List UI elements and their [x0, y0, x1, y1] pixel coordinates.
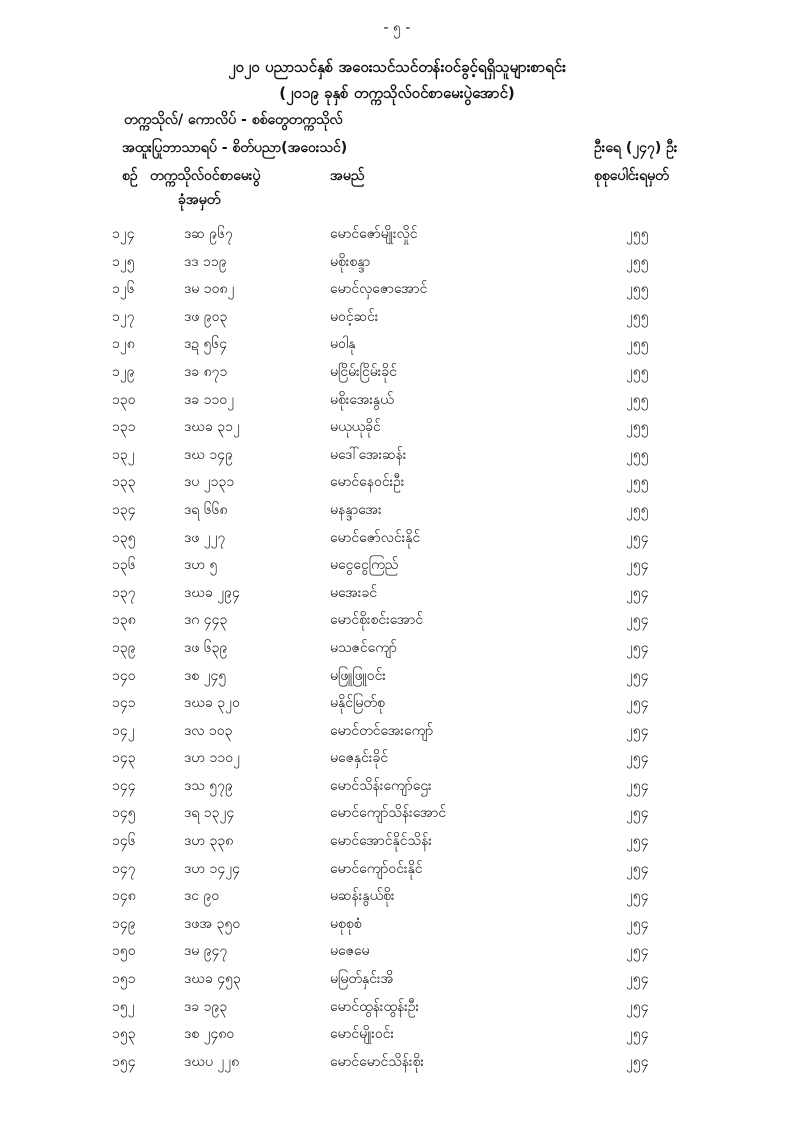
row-number: ၁၂၇: [112, 308, 135, 325]
row-number: ၁၃၄: [112, 501, 136, 518]
total-marks: ၂၅၅: [626, 363, 649, 380]
student-name: မဒေါ်အေးဆန်း: [330, 446, 407, 463]
row-number: ၁၄၈: [112, 888, 136, 905]
roll-number: ဒဖအ ၃၅၀: [184, 915, 241, 932]
table-row: [0, 220, 794, 248]
student-name: မောင်မျိုးဝင်း: [330, 1026, 395, 1043]
row-number: ၁၂၆: [112, 281, 135, 298]
row-number: ၁၂၅: [112, 253, 135, 270]
table-row: [0, 606, 794, 634]
roll-number: ဒဃခ ၃၁၂: [184, 419, 240, 436]
student-name: မောင်ဇော်လင်းနိုင်: [330, 529, 421, 546]
student-name: မငြိမ်းငြိမ်းခိုင်: [330, 363, 397, 380]
table-row: [0, 855, 794, 883]
table-row: [0, 717, 794, 745]
row-number: ၁၂၉: [112, 363, 135, 380]
column-header-marks: စုစုပေါင်းရမှတ်: [594, 168, 669, 184]
major-label: အထူးပြုဘာသာရပ် - စိတ်ပညာ(အဝေးသင်): [122, 140, 348, 156]
row-number: ၁၃၀: [112, 391, 136, 408]
total-marks: ၂၅၅: [626, 391, 649, 408]
table-row: [0, 468, 794, 496]
student-name: မဝင့်ဆင်း: [330, 308, 379, 325]
table-row: [0, 772, 794, 800]
total-marks: ၂၅၄: [626, 1053, 649, 1070]
total-marks: ၂၅၄: [626, 750, 649, 767]
row-number: ၁၄၄: [112, 777, 136, 794]
table-row: [0, 993, 794, 1021]
student-name: မဖြူဖြူဝင်း: [330, 667, 386, 684]
total-marks: ၂၅၄: [626, 722, 649, 739]
student-name: မောင်အောင်နိုင်သိန်း: [330, 833, 432, 850]
table-row: [0, 524, 794, 552]
student-list: [0, 220, 794, 1075]
roll-number: ဒခ ၈၇၁: [184, 363, 228, 380]
student-name: မောင်မောင်သိန်းစိုး: [330, 1053, 425, 1070]
student-name: မသဇင်ကျော်: [330, 639, 397, 656]
roll-number: ဒင ၉၀: [184, 888, 220, 905]
student-name: မောင်လှဇောအောင်: [330, 281, 428, 298]
roll-number: ဒဆ ၉၆၇: [184, 226, 233, 242]
roll-number: ဒမ ၉၄၇: [184, 943, 228, 960]
row-number: ၁၄၂: [112, 722, 135, 739]
roll-number: ဒဒ ၁၁၉: [184, 253, 227, 270]
row-number: ၁၂၄: [112, 226, 135, 242]
student-name: မအေးခင်: [330, 584, 378, 601]
student-name: မောင်နေဝင်းဦး: [330, 474, 405, 491]
roll-number: ဒဂ ၄၄၃: [184, 612, 228, 629]
total-marks: ၂၅၄: [626, 943, 649, 960]
student-name: မနန္ဒာအေး: [330, 501, 382, 518]
total-marks: ၂၅၄: [626, 557, 649, 574]
university-label: တက္ကသိုလ်/ ကောလိပ် - စစ်တွေတက္ကသိုလ်: [124, 112, 343, 128]
column-header-no: စဉ်: [122, 168, 138, 184]
total-marks: ၂၅၄: [626, 529, 649, 546]
table-row: [0, 882, 794, 910]
row-number: ၁၄၅: [112, 805, 136, 822]
row-number: ၁၅၃: [112, 1026, 136, 1043]
table-row: [0, 1048, 794, 1076]
row-number: ၁၄၁: [112, 695, 136, 712]
student-name: မဆန်းနွယ်စိုး: [330, 888, 395, 905]
total-marks: ၂၅၅: [626, 253, 649, 270]
total-marks: ၂၅၅: [626, 419, 649, 436]
row-number: ၁၄၀: [112, 667, 136, 684]
row-number: ၁၃၃: [112, 474, 136, 491]
row-number: ၁၄၃: [112, 750, 136, 767]
student-name: မောင်ကျော်ဝင်းနိုင်: [330, 860, 423, 877]
table-row: [0, 744, 794, 772]
table-row: [0, 634, 794, 662]
roll-number: ဒဖ ၉၀၃: [184, 308, 228, 325]
table-row: [0, 303, 794, 331]
student-name: မမြတ်နှင်းအိ: [330, 971, 394, 988]
total-marks: ၂၅၄: [626, 695, 649, 712]
roll-number: ဒဟ ၁၄၂၄: [184, 860, 240, 877]
row-number: ၁၃၅: [112, 529, 136, 546]
total-marks: ၂၅၅: [626, 336, 649, 353]
table-row: [0, 799, 794, 827]
total-marks: ၂၅၄: [626, 667, 649, 684]
document-subtitle: (၂၀၁၉ ခုနှစ် တက္ကသိုလ်ဝင်စာမေးပွဲအောင်): [279, 84, 515, 102]
document-title: ၂၀၂၀ ပညာသင်နှစ် အဝေးသင်သင်တန်းဝင်ခွင့်ရရှိသူများစာရင်း: [228, 58, 566, 76]
roll-number: ဒဍ ၅၆၄: [184, 336, 228, 353]
total-marks: ၂၅၄: [626, 833, 649, 850]
student-name: မငွေငွေကြည်: [330, 557, 399, 574]
student-name: မောင်သိန်းကျော်ဌေး: [330, 777, 432, 794]
total-marks: ၂၅၄: [626, 998, 649, 1015]
student-name: မောင်ကျော်သိန်းအောင်: [330, 805, 447, 822]
table-row: [0, 330, 794, 358]
table-row: [0, 248, 794, 276]
total-marks: ၂၅၄: [626, 888, 649, 905]
total-marks: ၂၅၅: [626, 474, 649, 491]
total-marks: ၂၅၄: [626, 915, 649, 932]
total-marks: ၂၅၄: [626, 584, 649, 601]
row-number: ၁၅၂: [112, 998, 135, 1015]
roll-number: ဒဃ ၁၄၉: [184, 446, 234, 463]
roll-number: ဒဃခ ၄၅၃: [184, 971, 241, 988]
student-name: မောင်ထွန်းထွန်းဦး: [330, 998, 420, 1015]
total-marks: ၂၅၄: [626, 805, 649, 822]
total-marks: ၂၅၄: [626, 860, 649, 877]
student-name: မစိုးစန္ဒာ: [330, 253, 371, 270]
roll-number: ဒဃပ ၂၂၈: [184, 1053, 240, 1070]
table-row: [0, 358, 794, 386]
total-marks: ၂၅၄: [626, 777, 649, 794]
table-row: [0, 386, 794, 414]
row-number: ၁၃၂: [112, 446, 135, 463]
table-row: [0, 275, 794, 303]
row-number: ၁၄၆: [112, 833, 136, 850]
total-marks: ၂၅၅: [626, 501, 649, 518]
total-marks: ၂၅၅: [626, 281, 649, 298]
column-header-roll: တက္ကသိုလ်ဝင်စာမေးပွဲ: [150, 168, 261, 184]
table-row: [0, 413, 794, 441]
table-row: [0, 689, 794, 717]
roll-number: ဒခ ၁၁၀၂: [184, 391, 235, 408]
roll-number: ဒမ ၁၀၈၂: [184, 281, 235, 298]
row-number: ၁၃၇: [112, 584, 136, 601]
roll-number: ဒဟ ၃၃၈: [184, 833, 234, 850]
student-name: မောင်စိုးစင်းအောင်: [330, 612, 424, 629]
student-name: မဇေမေ: [330, 943, 370, 960]
table-row: [0, 965, 794, 993]
table-row: [0, 910, 794, 938]
student-name: မဝါနု: [330, 336, 356, 353]
student-name: မောင်တင်အေးကျော်: [330, 722, 434, 739]
row-number: ၁၃၆: [112, 557, 136, 574]
table-row: [0, 1020, 794, 1048]
row-number: ၁၅၁: [112, 971, 136, 988]
student-name: မဇေနှင်းခိုင်: [330, 750, 389, 767]
roll-number: ဒဟ ၅: [184, 557, 218, 574]
roll-number: ဒရ ၁၃၂၄: [184, 805, 235, 822]
row-number: ၁၄၇: [112, 860, 136, 877]
table-row: [0, 441, 794, 469]
roll-number: ဒဖ ၂၂၇: [184, 529, 226, 546]
roll-number: ဒခ ၁၉၃: [184, 998, 228, 1015]
total-marks: ၂၅၄: [626, 612, 649, 629]
student-name: မောင်ဇော်မျိုးလှိုင်: [330, 226, 418, 242]
total-marks: ၂၅၅: [626, 226, 649, 242]
student-name: မစုစုစံ: [330, 915, 362, 932]
column-header-roll-line2: ခုံအမှတ်: [178, 192, 221, 208]
student-name: မယုယုခိုင်: [330, 419, 381, 436]
roll-number: ဒဃခ ၃၂၀: [184, 695, 240, 712]
column-header-name: အမည်: [330, 168, 365, 184]
table-row: [0, 662, 794, 690]
student-name: မစိုးအေးနွယ်: [330, 391, 394, 408]
total-marks: ၂၅၄: [626, 971, 649, 988]
roll-number: ဒဖ ၆၃၉: [184, 639, 228, 656]
total-marks: ၂၅၅: [626, 308, 649, 325]
roll-number: ဒဃခ ၂၉၄: [184, 584, 240, 601]
table-row: [0, 579, 794, 607]
table-row: [0, 827, 794, 855]
total-marks: ၂၅၅: [626, 446, 649, 463]
row-number: ၁၄၉: [112, 915, 136, 932]
row-number: ၁၃၉: [112, 639, 136, 656]
student-name: မနိုင်မြတ်စု: [330, 695, 385, 712]
roll-number: ဒဟ ၁၁၀၂: [184, 750, 240, 767]
table-row: [0, 551, 794, 579]
row-number: ၁၃၈: [112, 612, 136, 629]
roll-number: ဒစ ၂၄၅: [184, 667, 227, 684]
row-number: ၁၅၄: [112, 1053, 136, 1070]
roll-number: ဒပ ၂၁၃၁: [184, 474, 235, 491]
row-number: ၁၃၁: [112, 419, 136, 436]
roll-number: ဒသ ၅၇၉: [184, 777, 233, 794]
table-row: [0, 937, 794, 965]
total-marks: ၂၅၄: [626, 639, 649, 656]
roll-number: ဒလ ၁၀၃: [184, 722, 233, 739]
roll-number: ဒစ ၂၄၈၀: [184, 1026, 235, 1043]
page-number: - ၅ -: [383, 20, 411, 36]
table-row: [0, 496, 794, 524]
total-marks: ၂၅၄: [626, 1026, 649, 1043]
total-count: ဦးရေ (၂၄၇) ဦး: [594, 140, 678, 156]
row-number: ၁၅၀: [112, 943, 136, 960]
roll-number: ဒရ ၆၆၈: [184, 501, 228, 518]
row-number: ၁၂၈: [112, 336, 135, 353]
